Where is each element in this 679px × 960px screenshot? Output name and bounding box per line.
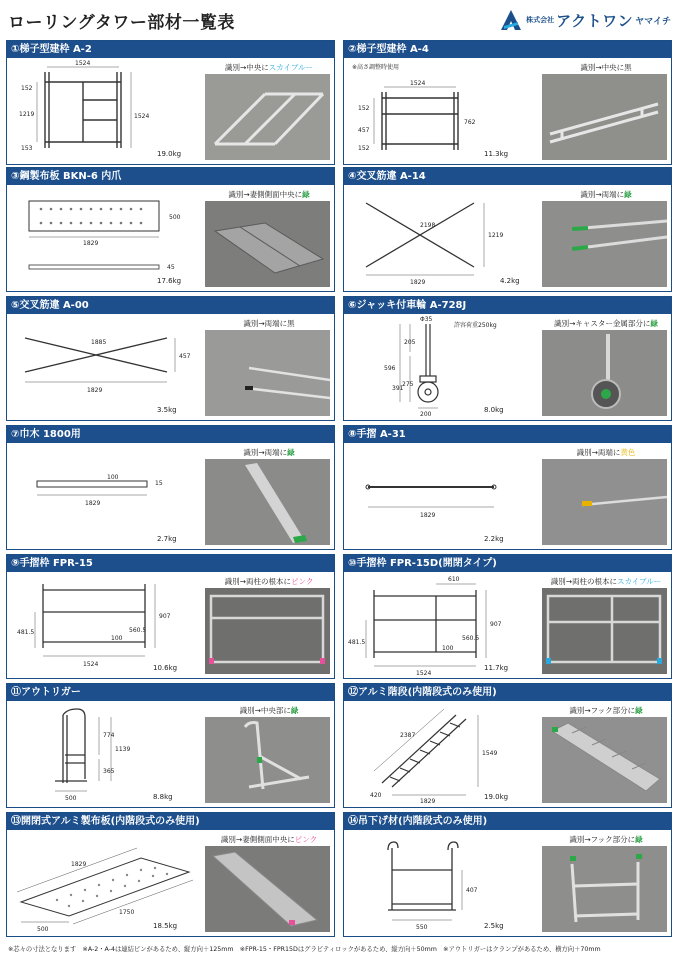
svg-text:152: 152 xyxy=(21,85,33,92)
logo-company-name: アクトワン xyxy=(556,11,634,30)
panel-6 xyxy=(343,296,672,421)
svg-text:457: 457 xyxy=(179,353,191,360)
identification-note: 識別→両柱の根本にスカイブルー xyxy=(550,577,662,586)
panel-title: ③鋼製布板 BKN-6 内爪 xyxy=(7,168,334,185)
svg-text:1139: 1139 xyxy=(115,746,131,753)
svg-text:1829: 1829 xyxy=(420,798,436,805)
panel-title: ⑧手摺 A-31 xyxy=(344,426,671,443)
svg-text:1829: 1829 xyxy=(420,512,436,519)
panel-title: ⑤交叉筋違 A-00 xyxy=(7,297,334,314)
hanging-member-drawing xyxy=(344,830,539,936)
identification-note: 識別→両柱の根本にピンク xyxy=(224,577,314,586)
svg-text:907: 907 xyxy=(490,621,502,628)
footnote: ※芯々の寸法となります ※A-2・A-4は連結ピンがあるため、縦方向＋125mm ※FPR-15・FPR15Dはグラビティロックがあるため、縦方向＋50mm ※アウトリガーはクランプがあるため、横方向＋70mm xyxy=(8,946,601,953)
svg-text:762: 762 xyxy=(464,119,476,126)
svg-text:1219: 1219 xyxy=(488,232,504,239)
identification-note: 識別→中央にスカイブルー xyxy=(224,63,314,72)
product-photo xyxy=(542,459,667,545)
svg-text:596: 596 xyxy=(384,365,396,372)
svg-text:500: 500 xyxy=(169,214,181,221)
identification-note: 識別→両端に黄色 xyxy=(576,448,636,457)
panel-5 xyxy=(6,296,335,421)
panel-12 xyxy=(343,683,672,808)
panel-14 xyxy=(343,812,672,937)
svg-text:481.5: 481.5 xyxy=(348,639,366,646)
product-photo xyxy=(205,330,330,416)
panel-title: ⑭吊下げ材(内階段式のみ使用) xyxy=(344,813,671,830)
svg-text:550: 550 xyxy=(416,924,428,931)
panel-8 xyxy=(343,425,672,550)
svg-text:610: 610 xyxy=(448,576,460,583)
svg-text:275: 275 xyxy=(402,381,414,388)
panel-title: ⑥ジャッキ付車輪 A-728J xyxy=(344,297,671,314)
svg-text:1829: 1829 xyxy=(87,387,103,394)
logo-company-prefix: 株式会社 xyxy=(526,16,555,24)
aluminum-stair-drawing xyxy=(344,701,539,807)
outrigger-drawing xyxy=(7,701,202,807)
svg-text:1750: 1750 xyxy=(119,909,135,916)
panel-4 xyxy=(343,167,672,292)
panel-title: ⑦巾木 1800用 xyxy=(7,426,334,443)
panel-10 xyxy=(343,554,672,679)
svg-text:1219: 1219 xyxy=(19,111,35,118)
svg-text:1524: 1524 xyxy=(75,60,91,67)
identification-note: 識別→両端に黒 xyxy=(243,319,295,328)
product-photo xyxy=(205,74,330,160)
weight-label: 18.5kg xyxy=(153,922,178,930)
panel-title: ⑬開閉式アルミ製布板(内階段式のみ使用) xyxy=(7,813,334,830)
product-photo xyxy=(542,74,667,160)
weight-label: 10.6kg xyxy=(153,664,178,672)
svg-text:774: 774 xyxy=(103,732,115,739)
svg-text:500: 500 xyxy=(65,795,77,802)
weight-label: 11.7kg xyxy=(484,664,509,672)
weight-label: 4.2kg xyxy=(500,277,520,285)
svg-text:1524: 1524 xyxy=(410,80,426,87)
page-header xyxy=(8,6,671,34)
panel-13 xyxy=(6,812,335,937)
svg-text:1524: 1524 xyxy=(134,113,150,120)
svg-text:2198: 2198 xyxy=(420,222,436,229)
svg-text:205: 205 xyxy=(404,339,416,346)
product-photo xyxy=(542,330,667,416)
panel-title: ①梯子型建枠 A-2 xyxy=(7,41,334,58)
svg-text:100: 100 xyxy=(111,635,123,642)
svg-text:1549: 1549 xyxy=(482,750,498,757)
svg-text:365: 365 xyxy=(103,768,115,775)
identification-note: 識別→両端に緑 xyxy=(243,448,295,457)
frame-a2-drawing xyxy=(7,58,202,164)
product-photo xyxy=(542,201,667,287)
svg-text:100: 100 xyxy=(442,645,454,652)
svg-text:560.5: 560.5 xyxy=(129,627,147,634)
panel-title: ④交叉筋違 A-14 xyxy=(344,168,671,185)
svg-text:481.5: 481.5 xyxy=(17,629,35,636)
page-title: ローリングタワー部材一覧表 xyxy=(8,13,235,33)
weight-label: 17.6kg xyxy=(157,277,182,285)
svg-text:1885: 1885 xyxy=(91,339,107,346)
weight-label: 3.5kg xyxy=(157,406,177,414)
cross-brace-a00-drawing xyxy=(7,314,202,420)
logo-company-sub: ヤマイチ xyxy=(635,16,671,27)
svg-text:500: 500 xyxy=(37,926,49,933)
identification-note: 識別→中央に黒 xyxy=(580,63,632,72)
svg-text:100: 100 xyxy=(107,474,119,481)
svg-text:153: 153 xyxy=(21,145,33,152)
weight-label: 2.2kg xyxy=(484,535,504,543)
panel-11 xyxy=(6,683,335,808)
svg-text:152: 152 xyxy=(358,145,370,152)
panel-7 xyxy=(6,425,335,550)
svg-text:1524: 1524 xyxy=(416,670,432,677)
svg-text:200: 200 xyxy=(420,411,432,418)
svg-text:1829: 1829 xyxy=(410,279,426,286)
svg-text:907: 907 xyxy=(159,613,171,620)
svg-text:1829: 1829 xyxy=(85,500,101,507)
weight-label: 2.7kg xyxy=(157,535,177,543)
logo-mark-icon xyxy=(500,9,522,31)
weight-label: 19.0kg xyxy=(484,793,509,801)
product-photo xyxy=(205,588,330,674)
identification-note: 識別→中央部に緑 xyxy=(239,706,299,715)
caster-jack-drawing xyxy=(344,314,539,420)
toe-board-drawing xyxy=(7,443,202,549)
panel-title: ⑪アウトリガー xyxy=(7,684,334,701)
product-photo xyxy=(542,588,667,674)
identification-note: 識別→フック部分に緑 xyxy=(569,706,643,715)
product-photo xyxy=(542,846,667,932)
panel-3 xyxy=(6,167,335,292)
identification-note: 識別→キャスター金属部分に緑 xyxy=(554,319,658,328)
load-capacity-note: 許容荷重250kg xyxy=(454,322,497,329)
panel-title: ⑫アルミ階段(内階段式のみ使用) xyxy=(344,684,671,701)
svg-text:1524: 1524 xyxy=(83,661,99,668)
identification-note: 識別→妻側側面中央にピンク xyxy=(220,835,318,844)
svg-text:420: 420 xyxy=(370,792,382,799)
panel-2 xyxy=(343,40,672,165)
handrail-frame-fpr15-drawing xyxy=(7,572,202,678)
folding-aluminum-plank-drawing xyxy=(7,830,202,936)
product-photo xyxy=(205,459,330,545)
cross-brace-a14-drawing xyxy=(344,185,539,291)
steel-plank-drawing xyxy=(7,185,202,291)
svg-text:1829: 1829 xyxy=(71,861,87,868)
identification-note: 識別→妻側側面中央に緑 xyxy=(228,190,310,199)
panel-title: ⑨手摺枠 FPR-15 xyxy=(7,555,334,572)
svg-text:Φ35: Φ35 xyxy=(420,316,433,323)
panel-title: ②梯子型建枠 A-4 xyxy=(344,41,671,58)
panel-title: ⑩手摺枠 FPR-15D(開閉タイプ) xyxy=(344,555,671,572)
svg-text:457: 457 xyxy=(358,127,370,134)
svg-text:15: 15 xyxy=(155,480,163,487)
svg-text:391: 391 xyxy=(392,385,404,392)
svg-text:1829: 1829 xyxy=(83,240,99,247)
svg-text:2387: 2387 xyxy=(400,732,416,739)
handrail-a31-drawing xyxy=(344,443,539,549)
weight-label: 8.8kg xyxy=(153,793,173,801)
identification-note: 識別→フック部分に緑 xyxy=(569,835,643,844)
weight-label: 19.0kg xyxy=(157,150,182,158)
svg-text:152: 152 xyxy=(358,105,370,112)
identification-note: 識別→両端に緑 xyxy=(580,190,632,199)
svg-text:45: 45 xyxy=(167,264,175,271)
product-photo xyxy=(205,846,330,932)
frame-a4-drawing xyxy=(344,58,539,164)
usage-subnote: ※高さ調整時使用 xyxy=(352,64,400,71)
weight-label: 8.0kg xyxy=(484,406,504,414)
product-photo xyxy=(542,717,667,803)
weight-label: 11.3kg xyxy=(484,150,509,158)
product-photo xyxy=(205,717,330,803)
svg-text:407: 407 xyxy=(466,887,478,894)
panel-9 xyxy=(6,554,335,679)
product-photo xyxy=(205,201,330,287)
svg-text:560.5: 560.5 xyxy=(462,635,480,642)
company-logo xyxy=(500,6,671,34)
handrail-frame-fpr15d-drawing xyxy=(344,572,539,678)
weight-label: 2.5kg xyxy=(484,922,504,930)
panel-1 xyxy=(6,40,335,165)
